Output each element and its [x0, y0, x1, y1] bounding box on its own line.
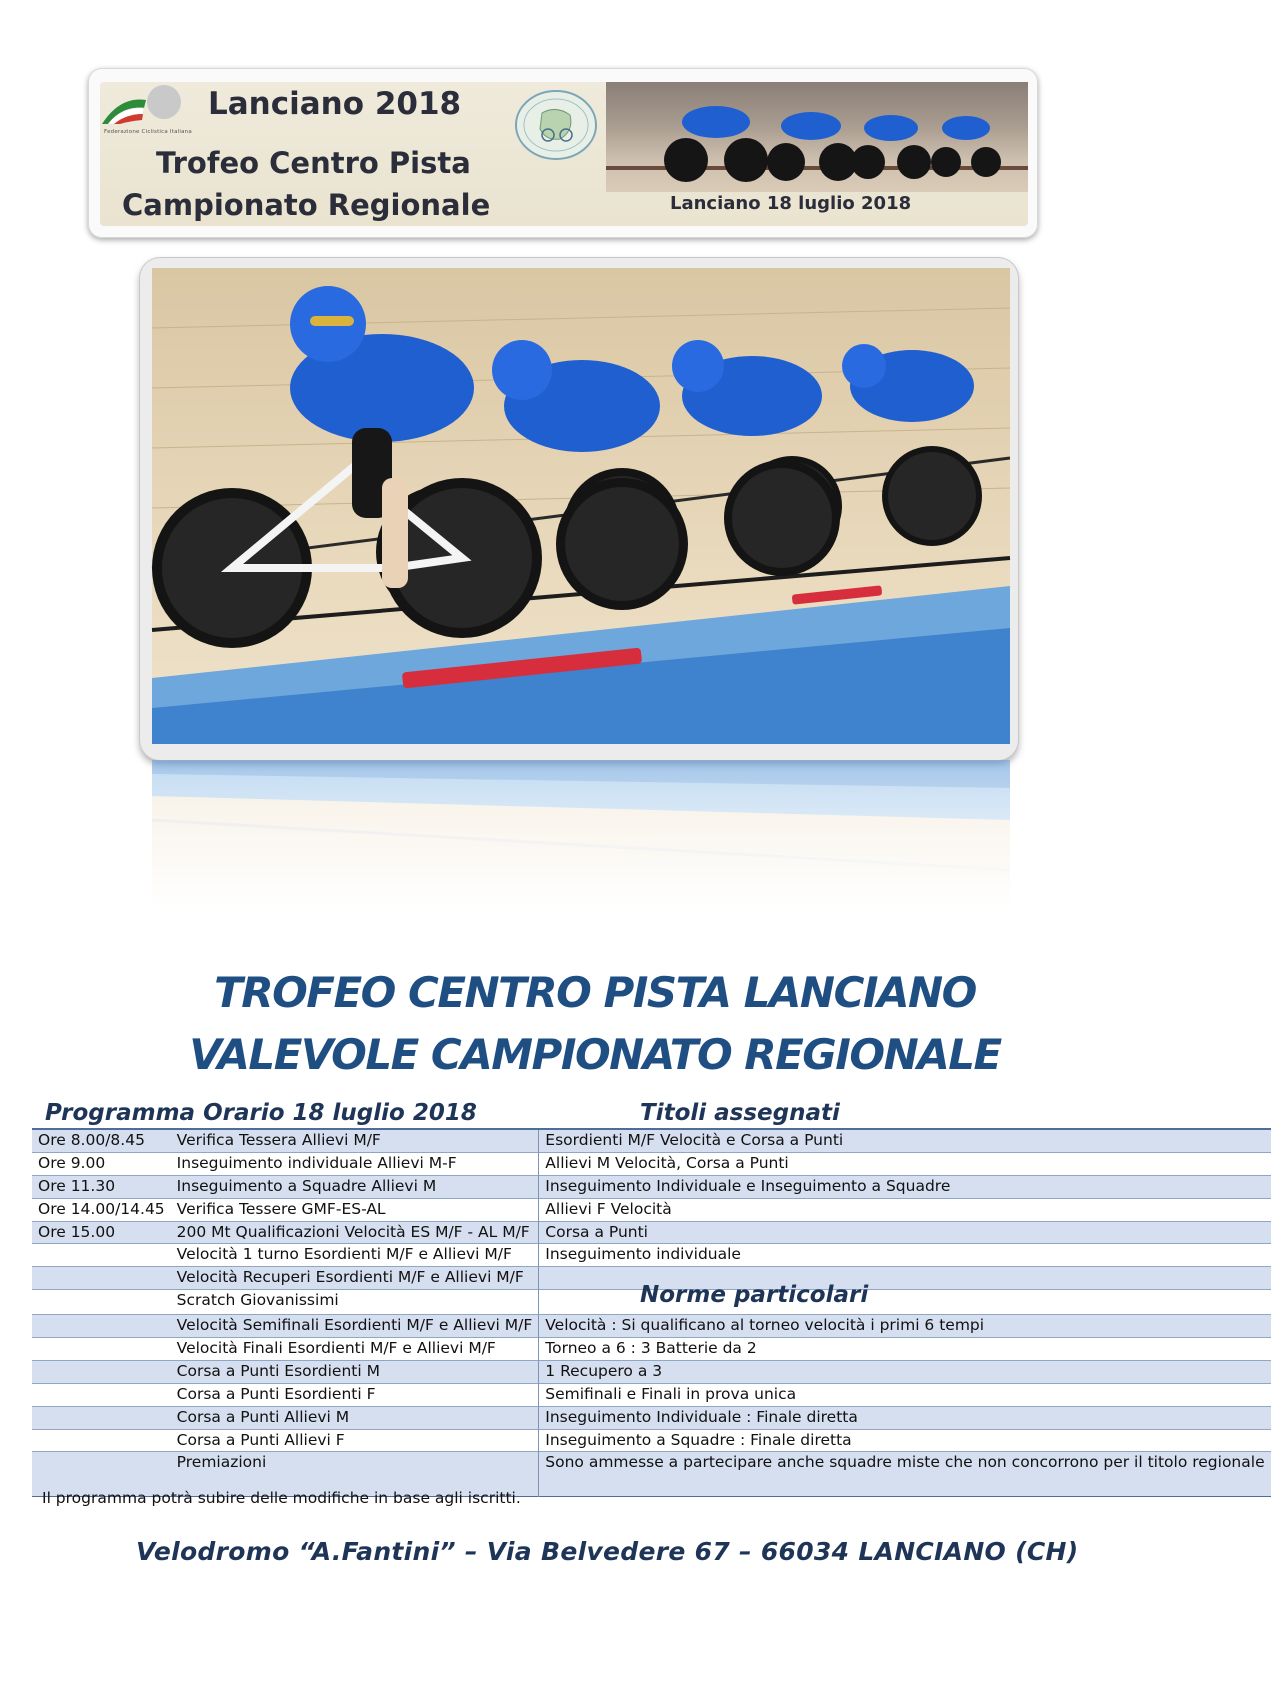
row-time — [32, 1315, 171, 1338]
row-event: Inseguimento a Squadre Allievi M — [171, 1175, 539, 1198]
headline-line1: TROFEO CENTRO PISTA LANCIANO — [214, 968, 976, 1017]
row-rule: 1 Recupero a 3 — [545, 1361, 663, 1380]
row-title: Corsa a Punti — [545, 1222, 648, 1241]
federation-emblem-icon — [512, 87, 600, 163]
row-rule: Semifinali e Finali in prova unica — [545, 1384, 797, 1403]
row-title: Allievi M Velocità, Corsa a Punti — [545, 1153, 789, 1172]
row-event: Velocità Recuperi Esordienti M/F e Allievi M/F — [171, 1267, 539, 1290]
row-event: Verifica Tessere GMF-ES-AL — [171, 1198, 539, 1221]
table-row — [32, 1360, 1271, 1383]
banner-title-campionato: Campionato Regionale — [122, 188, 491, 222]
table-row — [32, 1338, 1271, 1361]
banner-photo — [606, 82, 1028, 192]
row-title: Inseguimento Individuale e Inseguimento a Squadre — [545, 1176, 951, 1195]
row-event: Velocità Finali Esordienti M/F e Allievi M/F — [171, 1338, 539, 1361]
row-time — [32, 1383, 171, 1406]
row-event: 200 Mt Qualificazioni Velocità ES M/F - AL M/F — [171, 1221, 539, 1244]
row-rule: Sono ammesse a partecipare anche squadre miste che non concorrono per il titolo regionale — [545, 1453, 1265, 1472]
row-time — [32, 1290, 171, 1315]
row-event: Corsa a Punti Allievi M — [171, 1406, 539, 1429]
program-heading: Programma Orario 18 luglio 2018 — [45, 1100, 477, 1126]
logo-caption: Federazione Ciclistica Italiana — [104, 129, 192, 135]
table-row — [32, 1244, 1271, 1267]
table-row — [32, 1383, 1271, 1406]
row-rule: Velocità : Si qualificano al torneo velocità i primi 6 tempi — [545, 1316, 985, 1335]
row-time — [32, 1267, 171, 1290]
row-event: Velocità Semifinali Esordienti M/F e Allievi M/F — [171, 1315, 539, 1338]
program-footnote: Il programma potrà subire delle modifiche in base agli iscritti. — [42, 1489, 521, 1507]
table-row — [32, 1315, 1271, 1338]
table-row — [32, 1129, 1271, 1152]
row-time: Ore 15.00 — [38, 1222, 116, 1241]
banner-date: Lanciano 18 luglio 2018 — [670, 193, 912, 214]
schedule-table — [32, 1128, 1271, 1497]
row-event: Corsa a Punti Allievi F — [171, 1429, 539, 1452]
header-banner — [100, 82, 1028, 226]
row-event: Premiazioni — [171, 1452, 539, 1497]
main-photo-reflection — [152, 760, 1010, 910]
row-event: Corsa a Punti Esordienti M — [171, 1360, 539, 1383]
banner-title-year: Lanciano 2018 — [208, 86, 462, 122]
table-row — [32, 1152, 1271, 1175]
row-event: Inseguimento individuale Allievi M-F — [171, 1152, 539, 1175]
fci-logo-icon — [100, 84, 200, 130]
row-time — [32, 1406, 171, 1429]
table-row — [32, 1175, 1271, 1198]
main-photo-cyclists — [152, 268, 1010, 744]
row-event: Velocità 1 turno Esordienti M/F e Allievi M/F — [171, 1244, 539, 1267]
venue-address: Velodromo “A.Fantini” – Via Belvedere 67 – 66034 LANCIANO (CH) — [136, 1537, 1079, 1566]
row-title: Allievi F Velocità — [545, 1199, 672, 1218]
titles-heading: Titoli assegnati — [640, 1100, 840, 1126]
row-time — [32, 1338, 171, 1361]
table-row — [32, 1198, 1271, 1221]
row-event: Scratch Giovanissimi — [171, 1290, 539, 1315]
row-time: Ore 8.00/8.45 — [38, 1131, 145, 1149]
row-rule: Torneo a 6 : 3 Batterie da 2 — [545, 1339, 757, 1358]
banner-title-trofeo: Trofeo Centro Pista — [156, 146, 471, 180]
row-time: Ore 9.00 — [38, 1153, 106, 1172]
table-row — [32, 1221, 1271, 1244]
row-time — [32, 1360, 171, 1383]
row-time: Ore 11.30 — [38, 1176, 116, 1195]
row-time — [32, 1244, 171, 1267]
headline-line2: VALEVOLE CAMPIONATO REGIONALE — [189, 1030, 1001, 1079]
row-title: Esordienti M/F Velocità e Corsa a Punti — [545, 1131, 844, 1149]
norme-heading: Norme particolari — [640, 1282, 869, 1308]
row-event: Verifica Tessera Allievi M/F — [171, 1129, 539, 1152]
row-time — [32, 1429, 171, 1452]
row-rule: Inseguimento a Squadre : Finale diretta — [545, 1430, 852, 1449]
table-row — [32, 1406, 1271, 1429]
row-rule: Inseguimento Individuale : Finale diretta — [545, 1407, 858, 1426]
row-title: Inseguimento individuale — [545, 1245, 741, 1264]
row-time: Ore 14.00/14.45 — [38, 1199, 165, 1218]
row-event: Corsa a Punti Esordienti F — [171, 1383, 539, 1406]
table-row — [32, 1429, 1271, 1452]
